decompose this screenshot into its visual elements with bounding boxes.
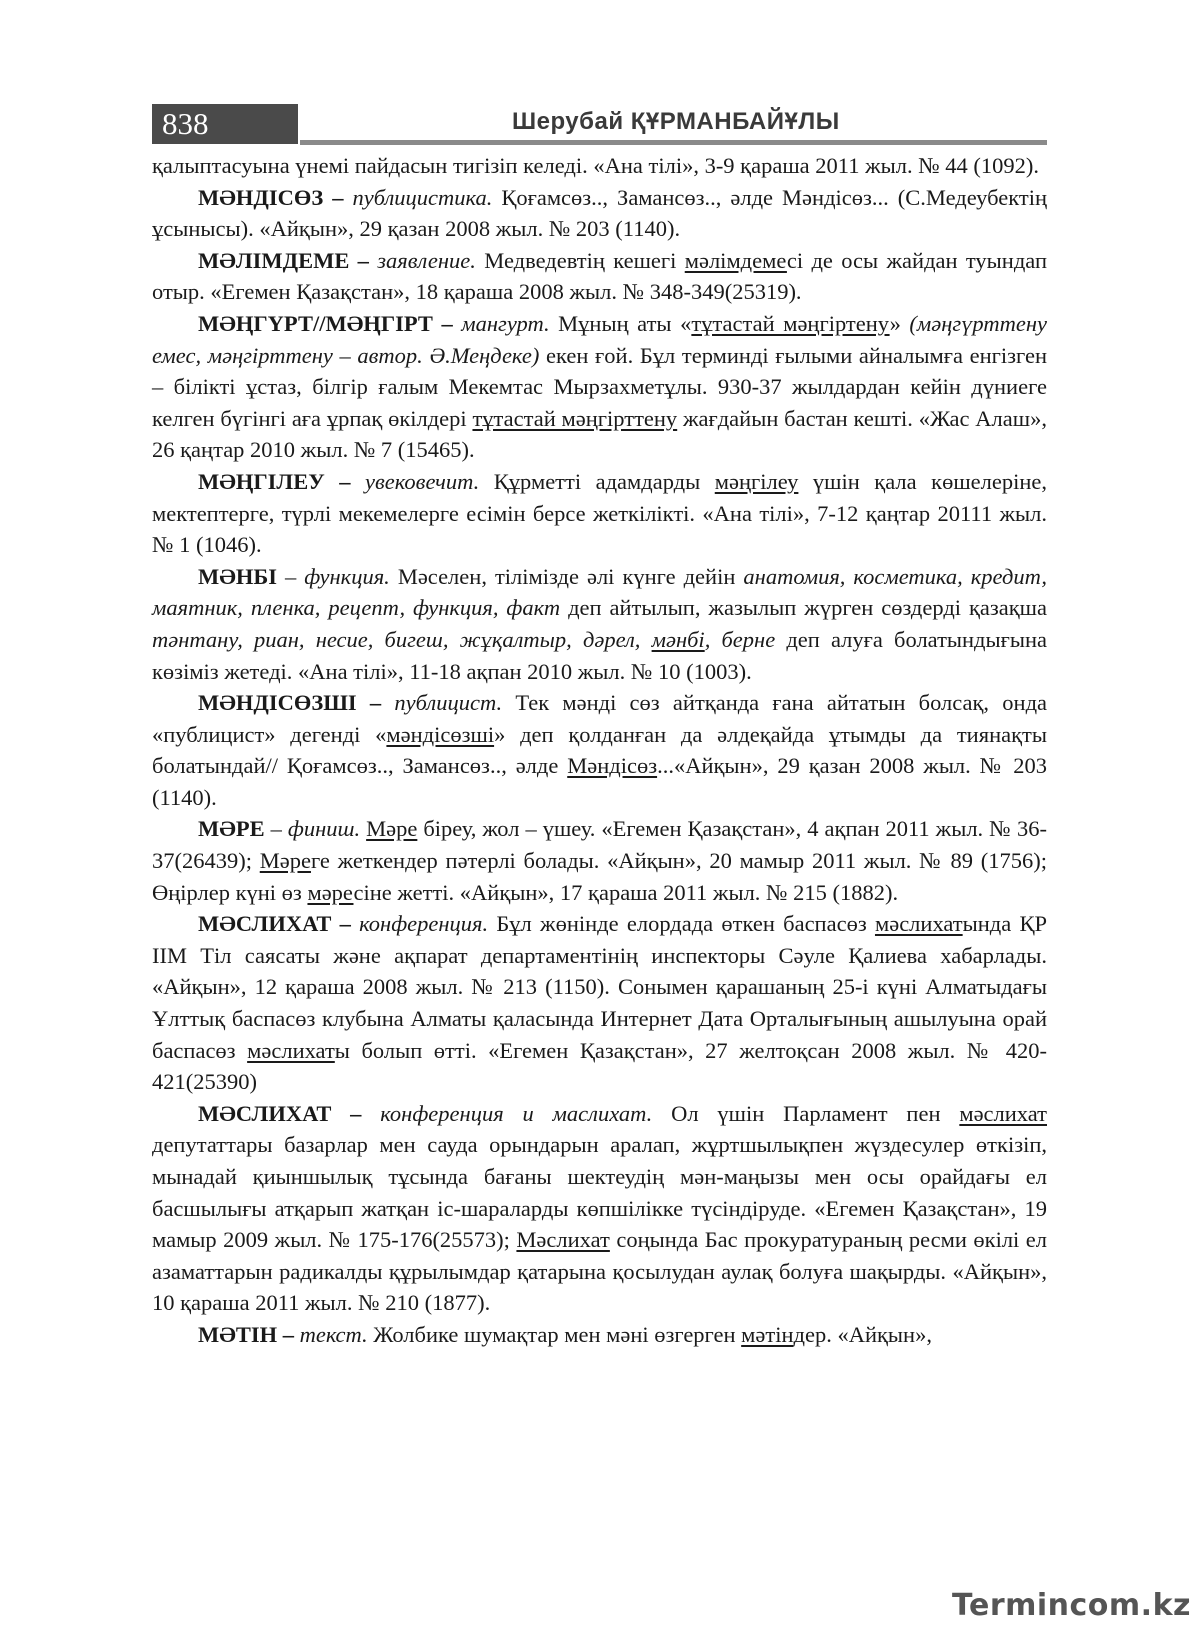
- text-run: –: [264, 816, 288, 842]
- headword: МӘТІН –: [198, 1321, 294, 1347]
- entry-mandisozshi: [152, 687, 1047, 813]
- text-run: –: [277, 563, 305, 589]
- citation-text: Тек мәнді сөз айтқанда ғана айтатын болсақ, онда «публицист» дегенді «: [152, 690, 1048, 747]
- dictionary-text: [152, 150, 1047, 1351]
- translation: публицист.: [394, 690, 503, 716]
- underlined-term: мәтін: [741, 1321, 794, 1347]
- headword: МӘНБІ: [198, 563, 277, 589]
- citation-text: біреу, жол – үшеу. «Егемен Қазақстан», 4 ақпан 2011 жыл. № 36-37(26439);: [152, 816, 1047, 874]
- citation-text: ...«Айқын», 29 қазан 2008 жыл. № 203 (1140).: [152, 753, 1047, 810]
- text-run: [350, 469, 365, 494]
- text-run: [361, 1101, 380, 1126]
- entry-mangurt: [152, 308, 1047, 466]
- headword: МӘНДІСӨЗ –: [198, 184, 344, 210]
- headword: МӘРЕ: [198, 816, 265, 842]
- citation-text: Мұның аты «: [549, 310, 692, 336]
- citation-text: деп алуға болатындығына көзіміз жетеді. «Ана тілі», 11-18 ақпан 2010 жыл. № 10 (1003).: [152, 626, 1047, 684]
- citation-text: сі де осы жайдан туындап отыр. «Егемен Қазақстан», 18 қараша 2008 жыл. № 348-349(25319).: [152, 247, 1047, 305]
- continued-paragraph: [152, 150, 1047, 182]
- page-header: [152, 104, 1047, 146]
- underlined-term: мәслихат: [959, 1100, 1047, 1126]
- entry-maslikhat-2: [152, 1098, 1047, 1319]
- citation-text: сіне жетті. «Айқын», 17 қараша 2011 жыл. № 215 (1882).: [353, 879, 899, 905]
- citation-text: жағдайын бастан кешті. «Жас Алаш», 26 қаңтар 2010 жыл. № 7 (15465).: [152, 405, 1047, 463]
- translation: заявление.: [377, 247, 476, 273]
- italic-term-list: тәнтану, риан, несие, бигеш, жұқалтыр, дәрел,: [152, 626, 641, 652]
- citation-text: қалыптасуына үнемі пайдасын тигізіп келеді. «Ана тілі», 3-9 қараша 2011 жыл. № 44 (1092).: [152, 153, 1040, 178]
- text-run: [351, 911, 359, 936]
- entry-malimdeme: [152, 245, 1047, 308]
- citation-text: » деп қолданған да әлдеқайда ұтымды да тиянақты болатындай// Қоғамсөз.., Замансөз.., әлде: [152, 721, 1047, 779]
- citation-text: екен ғой. Бұл терминді ғылыми айналымға енгізген – білікті ұстаз, білгір ғалым Мекемтас Мырзахметұлы. 930-37 жылдардан кейін дүниеге келген бүгінгі аға ұрпақ өкілдері: [152, 342, 1047, 431]
- citation-text: Бұл жөнінде елордада өткен баспасөз: [488, 911, 875, 937]
- translation: функция.: [304, 563, 390, 589]
- citation-text: Ол үшін Парламент пен: [652, 1100, 960, 1126]
- underlined-term: тұтастай мәңгірттену: [472, 405, 678, 431]
- headword: МӘҢГІЛЕУ –: [198, 468, 351, 494]
- headword: МӘЛІМДЕМЕ –: [198, 247, 369, 273]
- translation: конференция.: [359, 911, 489, 937]
- translation: публицистика.: [352, 184, 493, 210]
- translation: финиш.: [287, 816, 361, 842]
- headword: МӘСЛИХАТ –: [198, 911, 351, 937]
- citation-text: депутаттары базарлар мен сауда орындарын аралап, жұртшылықпен жүздесулер өткізіп, мынадай қиыншылық тұсында бағаны шектеудің мән-маңызы мен осы орайдағы ел басшылығы атқарып жатқан іс-шараларды көпшілікке түсіндіруде. «Егемен Қазақстан», 19 мамыр 2009 жыл. № 175-176(25573);: [152, 1132, 1047, 1253]
- entry-mandisoz: [152, 182, 1047, 245]
- underlined-term: мәнбі: [651, 626, 705, 652]
- citation-text: соңында Бас прокуратураның ресми өкілі ел азаматтарын радикалды құрылымдар қатарына қосылудан аулақ болуға шақырды. «Айқын», 10 қараша 2011 жыл. № 210 (1877).: [152, 1227, 1048, 1316]
- text-run: ,: [704, 626, 722, 652]
- site-watermark: Termincom.kz: [952, 1588, 1191, 1623]
- citation-text: »: [889, 310, 910, 336]
- header-rule: [300, 140, 1047, 145]
- underlined-term: мәңгілеу: [714, 468, 799, 494]
- entry-mare: [152, 813, 1047, 908]
- entry-maslikhat-1: [152, 908, 1047, 1098]
- text-run: [381, 690, 394, 715]
- headword: МӘСЛИХАТ –: [198, 1100, 362, 1126]
- underlined-term: мәслихат: [247, 1037, 335, 1063]
- author-note: (мәңгүрттену емес, мәңгірттену – автор. Ә.Меңдеке): [152, 310, 1048, 368]
- citation-text: ге жеткендер пәтерлі болады. «Айқын», 20 мамыр 2011 жыл. № 89 (1756); Өңірлер күні өз: [152, 848, 1047, 905]
- underlined-term: мәндісөзші: [386, 721, 495, 747]
- underlined-term: мәлімдеме: [684, 247, 787, 273]
- translation: текст.: [299, 1321, 368, 1347]
- citation-text: Қоғамсөз.., Замансөз.., әлде Мәндісөз... (С.Медеубектің ұсынысы). «Айқын», 29 қазан 2008 жыл. № 203 (1140).: [152, 184, 1048, 242]
- headword: МӘҢГҮРТ//МӘҢГІРТ –: [198, 310, 453, 336]
- citation-text: Медведевтің кешегі: [475, 247, 685, 273]
- underlined-term: тұтастай мәңгіртену: [691, 310, 890, 336]
- citation-text: Мәселен, тілімізде әлі күнге дейін: [389, 563, 744, 589]
- translation: мангурт.: [461, 310, 550, 336]
- underlined-term: Мәре: [366, 816, 418, 842]
- citation-text: деп айтылып, жазылып жүрген сөздерді қазақша: [560, 595, 1047, 621]
- translation: конференция и маслихат.: [380, 1100, 653, 1126]
- underlined-term: Мәндісөз: [567, 753, 658, 779]
- italic-term: берне: [721, 626, 776, 652]
- citation-text: Жолбике шумақтар мен мәні өзгерген: [367, 1321, 742, 1347]
- entry-mangileu: [152, 466, 1047, 561]
- headword: МӘНДІСӨЗШІ –: [198, 690, 382, 716]
- underlined-term: Мәре: [259, 848, 311, 874]
- underlined-term: мәслихат: [874, 911, 963, 937]
- translation: увековечит.: [365, 468, 480, 494]
- running-head-author: Шерубай ҚҰРМАНБАЙҰЛЫ: [512, 108, 840, 135]
- text-run: [640, 627, 651, 652]
- citation-text: ында ҚР ІІМ Тіл саясаты және ақпарат департаментінің инспекторы Сәуле Қалиева хабарлады. «Айқын», 12 қараша 2008 жыл. № 213 (1150). Сонымен қарашаның 25-і күні Алматыдағы Ұлттық баспасөз клубына Алматы қаласында Интернет Дата Орталығының ашылуына орай баспасөз: [152, 911, 1048, 1063]
- underlined-term: мәре: [307, 879, 354, 905]
- page-number: 838: [152, 104, 298, 144]
- citation-text: Құрметті адамдарды: [479, 468, 715, 494]
- citation-text: дер. «Айқын»,: [793, 1321, 932, 1347]
- citation-text: ы болып өтті. «Егемен Қазақстан», 27 желтоқсан 2008 жыл. № 420-421(25390): [152, 1037, 1047, 1095]
- text-run: [453, 311, 462, 336]
- underlined-term: Мәслихат: [516, 1227, 610, 1253]
- citation-text: үшін қала көшелеріне, мектептерге, түрлі мекемелерге есімін берсе жеткілікті. «Ана тілі», 7-12 қаңтар 20111 жыл. № 1 (1046).: [152, 468, 1048, 558]
- entry-manbi: [152, 561, 1047, 687]
- entry-matin: [152, 1319, 1047, 1351]
- italic-term-list: анатомия, косметика, кредит, маятник, пленка, рецепт, функция, факт: [152, 563, 1048, 621]
